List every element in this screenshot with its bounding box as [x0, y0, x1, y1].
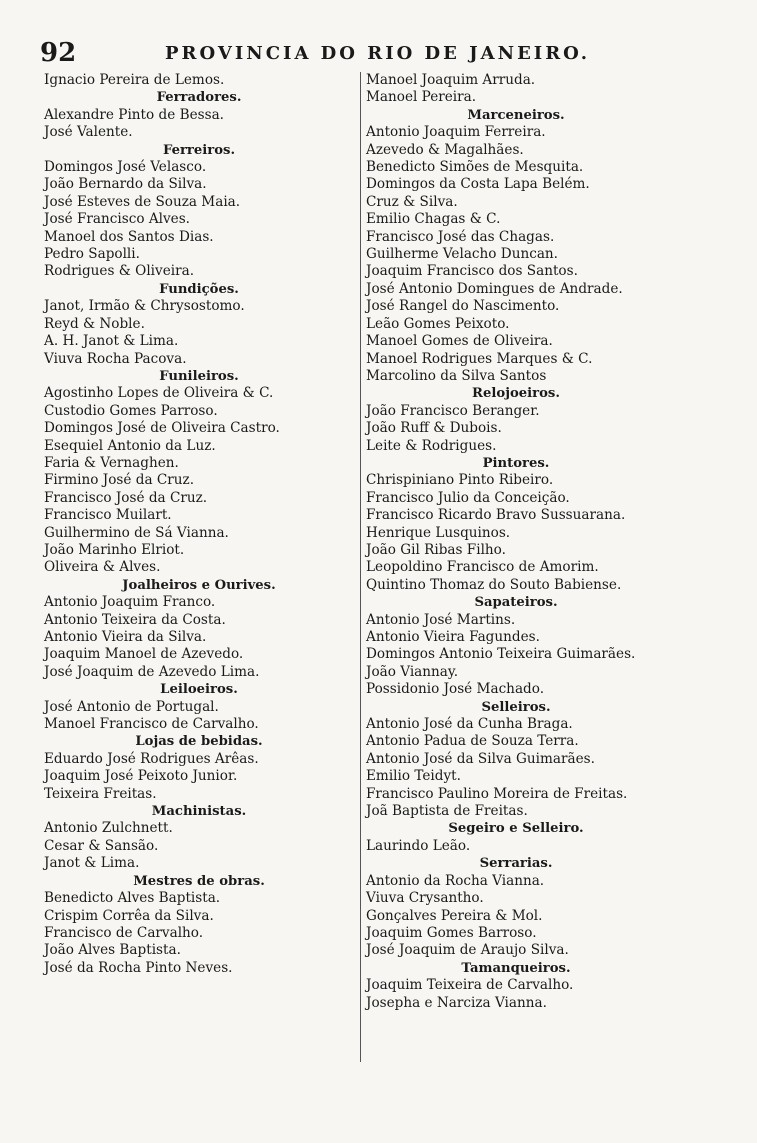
list-item: Pedro Sapolli. — [44, 246, 140, 263]
list-item: Domingos da Costa Lapa Belém. — [366, 176, 590, 193]
list-item: Marcolino da Silva Santos — [366, 367, 547, 384]
list-item: Joaquim Manoel de Azevedo. — [44, 646, 244, 663]
list-item: Viuva Rocha Pacova. — [44, 350, 187, 367]
list-item: Crispim Corrêa da Silva. — [44, 907, 214, 924]
list-item: Guilhermino de Sá Vianna. — [44, 524, 229, 541]
list-item: João Gil Ribas Filho. — [366, 541, 506, 558]
list-item: Joaquim Teixeira de Carvalho. — [366, 977, 574, 994]
list-item: Josepha e Narciza Vianna. — [366, 994, 547, 1011]
list-item: João Marinho Elriot. — [44, 541, 185, 558]
list-item: João Bernardo da Silva. — [44, 176, 207, 193]
list-item: Cesar & Sansão. — [44, 837, 159, 854]
list-item: A. H. Janot & Lima. — [44, 333, 179, 350]
list-item: Possidonio José Machado. — [366, 681, 545, 698]
list-item: Antonio Teixeira da Costa. — [44, 611, 226, 628]
list-item: Francisco José das Chagas. — [366, 228, 555, 245]
list-item: Laurindo Leão. — [366, 837, 471, 854]
running-title: PROVINCIA DO RIO DE JANEIRO. — [165, 43, 591, 64]
list-item: Domingos José Velasco. — [44, 159, 207, 176]
list-item: Francisco Ricardo Bravo Sussuarana. — [366, 507, 626, 524]
section-heading: Selleiros. — [481, 699, 551, 715]
list-item: Joã Baptista de Freitas. — [366, 803, 528, 820]
list-item: José Rangel do Nascimento. — [366, 298, 560, 315]
section-heading: Sapateiros. — [474, 595, 558, 611]
list-item: Domingos José de Oliveira Castro. — [44, 420, 280, 437]
list-item: Domingos Antonio Teixeira Guimarães. — [366, 646, 636, 663]
list-item: João Alves Baptista. — [44, 942, 181, 959]
list-item: Manoel Joaquim Arruda. — [366, 72, 536, 88]
list-item: Antonio Vieira Fagundes. — [366, 629, 540, 645]
list-item: Francisco de Carvalho. — [44, 924, 204, 941]
list-item: Manoel Rodrigues Marques & C. — [366, 350, 593, 367]
list-item: Francisco Muilart. — [44, 507, 172, 524]
list-item: Joaquim Francisco dos Santos. — [366, 263, 578, 280]
list-item: Manoel Pereira. — [366, 89, 477, 106]
section-heading: Lojas de bebidas. — [135, 734, 263, 750]
list-item: Manoel dos Santos Dias. — [44, 228, 214, 245]
list-item: Benedicto Alves Baptista. — [44, 890, 221, 907]
list-item: Janot & Lima. — [44, 855, 140, 872]
list-item: Antonio da Rocha Vianna. — [366, 872, 545, 889]
list-item: Oliveira & Alves. — [44, 559, 161, 576]
list-item: José da Rocha Pinto Neves. — [44, 959, 233, 976]
list-item: José Francisco Alves. — [44, 211, 191, 228]
list-item: Esequiel Antonio da Luz. — [44, 437, 216, 454]
list-item: José Valente. — [44, 124, 133, 141]
list-item: João Francisco Beranger. — [366, 402, 540, 419]
page-number: 92 — [40, 38, 77, 68]
list-item: José Antonio de Portugal. — [44, 698, 219, 715]
section-heading: Leiloeiros. — [160, 682, 238, 698]
list-item: Emilio Chagas & C. — [366, 211, 501, 228]
section-heading: Funileiros. — [159, 368, 239, 384]
right-column — [366, 72, 666, 1012]
list-item: Eduardo José Rodrigues Arêas. — [44, 750, 259, 767]
section-heading: Marceneiros. — [467, 107, 565, 123]
section-heading: Pintores. — [482, 455, 550, 471]
list-item: Antonio Zulchnett. — [44, 820, 173, 837]
list-item: José Joaquim de Araujo Silva. — [366, 942, 569, 959]
list-item: Alexandre Pinto de Bessa. — [44, 106, 224, 123]
list-item: Joaquim José Peixoto Junior. — [44, 768, 238, 785]
list-item: Antonio José da Cunha Braga. — [366, 716, 573, 733]
section-heading: Relojoeiros. — [472, 386, 560, 402]
list-item: Viuva Crysantho. — [366, 890, 484, 907]
list-item: João Ruff & Dubois. — [366, 420, 502, 437]
section-heading: Segeiro e Selleiro. — [448, 821, 584, 837]
list-item: Antonio Joaquim Ferreira. — [366, 124, 546, 141]
column-divider — [360, 72, 361, 1062]
list-item: Francisco Julio da Conceição. — [366, 489, 570, 506]
list-item: Janot, Irmão & Chrysostomo. — [44, 298, 245, 315]
list-item: Joaquim Gomes Barroso. — [366, 924, 537, 941]
list-item: José Antonio Domingues de Andrade. — [366, 280, 623, 297]
section-heading: Machinistas. — [151, 804, 247, 820]
section-heading: Joalheiros e Ourives. — [122, 577, 276, 593]
list-item: Francisco Paulino Moreira de Freitas. — [366, 785, 628, 802]
list-item: Faria & Vernaghen. — [44, 454, 179, 471]
list-item: Leopoldino Francisco de Amorim. — [366, 559, 599, 576]
list-item: Cruz & Silva. — [366, 193, 458, 210]
section-heading: Mestres de obras. — [133, 873, 265, 889]
left-column — [44, 72, 354, 977]
list-item: Leite & Rodrigues. — [366, 437, 497, 454]
list-item: Teixeira Freitas. — [44, 785, 157, 802]
section-heading: Tamanqueiros. — [461, 960, 571, 976]
page-header — [40, 38, 600, 68]
list-item: Manoel Gomes de Oliveira. — [366, 333, 553, 350]
list-item: Firmino José da Cruz. — [44, 472, 195, 489]
list-item: José Joaquim de Azevedo Lima. — [44, 663, 260, 680]
list-item: Manoel Francisco de Carvalho. — [44, 716, 259, 733]
list-item: Antonio José Martins. — [366, 611, 516, 628]
list-item: Antonio Vieira da Silva. — [44, 629, 207, 645]
section-heading: Ferradores. — [156, 90, 242, 106]
section-heading: Fundições. — [159, 281, 239, 297]
list-item: Custodio Gomes Parroso. — [44, 402, 218, 419]
section-heading: Ferreiros. — [162, 142, 236, 158]
list-item: Henrique Lusquinos. — [366, 524, 511, 541]
list-item: Azevedo & Magalhães. — [366, 141, 524, 158]
list-item: Agostinho Lopes de Oliveira & C. — [44, 385, 274, 402]
list-item: João Viannay. — [366, 663, 459, 680]
list-item: Emilio Teidyt. — [366, 768, 461, 785]
list-item: Quintino Thomaz do Souto Babiense. — [366, 576, 622, 593]
list-item: Gonçalves Pereira & Mol. — [366, 907, 543, 924]
list-item: Rodrigues & Oliveira. — [44, 263, 195, 280]
list-item: Chrispiniano Pinto Ribeiro. — [366, 472, 554, 489]
list-item: Francisco José da Cruz. — [44, 489, 208, 506]
list-item: Leão Gomes Peixoto. — [366, 315, 510, 332]
list-item: Guilherme Velacho Duncan. — [366, 246, 559, 263]
list-item: Antonio José da Silva Guimarães. — [366, 750, 595, 767]
list-item: José Esteves de Souza Maia. — [44, 193, 241, 210]
list-item: Antonio Padua de Souza Terra. — [366, 733, 579, 750]
list-item: Benedicto Simões de Mesquita. — [366, 159, 584, 176]
list-item: Reyd & Noble. — [44, 315, 145, 332]
list-item: Ignacio Pereira de Lemos. — [44, 72, 225, 88]
section-heading: Serrarias. — [479, 856, 553, 872]
list-item: Antonio Joaquim Franco. — [44, 594, 216, 611]
